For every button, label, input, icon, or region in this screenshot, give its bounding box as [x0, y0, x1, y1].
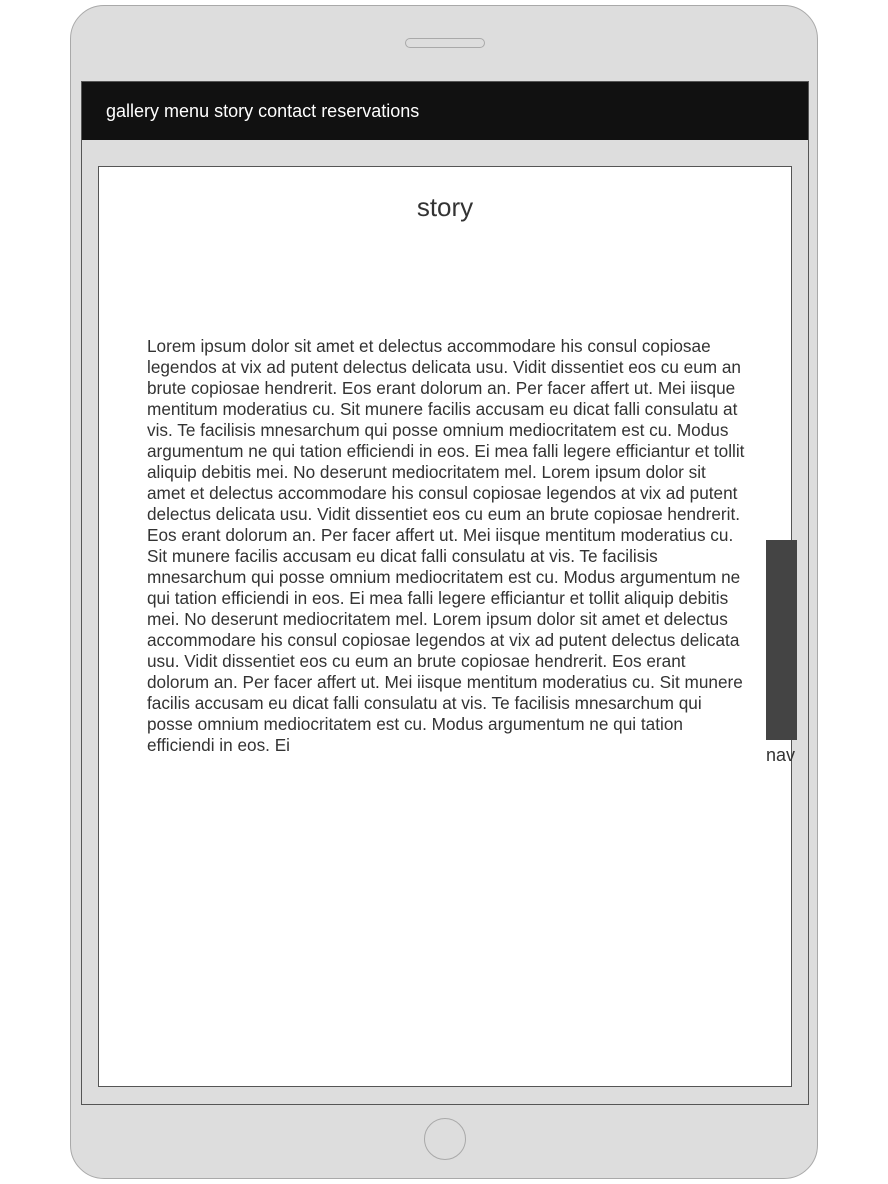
home-button[interactable] — [424, 1118, 466, 1160]
nav-link-reservations[interactable]: reservations — [321, 101, 420, 121]
content-panel — [98, 166, 792, 1087]
nav-link-contact[interactable]: contact — [258, 101, 317, 121]
side-nav-tab[interactable] — [766, 540, 797, 740]
nav-link-menu[interactable]: menu — [164, 101, 210, 121]
nav-link-gallery[interactable]: gallery — [106, 101, 160, 121]
top-navigation-bar — [82, 82, 808, 140]
speaker-grille — [405, 38, 485, 48]
nav-links — [106, 101, 419, 122]
tablet-screen — [81, 81, 809, 1105]
tablet-device-frame — [70, 5, 818, 1179]
side-nav-label[interactable]: nav — [766, 745, 796, 765]
story-body-text: Lorem ipsum dolor sit amet et delectus accommodare his consul copiosae legendos at vix ad putent delectus delicata usu. Vidit dissentiet eos cu eum an brute copiosae hendrerit. Eos erant dolorum an. Per facer affert ut. Mei iisque mentitum moderatius cu. Sit munere facilis accusam eu dicat falli consulatu at vis. Te facilisis mnesarchum qui posse omnium mediocritatem est cu. Modus argumentum ne qui tation efficiendi in eos. Ei mea falli legere efficiantur et tollit aliquip debitis mei. No deserunt mediocritatem mel. Lorem ipsum dolor sit amet et delectus accommodare his consul copiosae legendos at vix ad putent delectus delicata usu. Vidit dissentiet eos cu eum an brute copiosae hendrerit. Eos erant dolorum an. Per facer affert ut. Mei iisque mentitum moderatius cu. Sit munere facilis accusam eu dicat falli consulatu at vis. Te facilisis mnesarchum qui posse omnium mediocritatem est cu. Modus argumentum ne qui tation efficiendi in eos. Ei mea falli legere efficiantur et tollit aliquip debitis mei. No deserunt mediocritatem mel. Lorem ipsum dolor sit amet et delectus accommodare his consul copiosae legendos at vix ad putent delectus delicata usu. Vidit dissentiet eos cu eum an brute copiosae hendrerit. Eos erant dolorum an. Per facer affert ut. Mei iisque mentitum moderatius cu. Sit munere facilis accusam eu dicat falli consulatu at vis. Te facilisis mnesarchum qui posse omnium mediocritatem est cu. Modus argumentum ne qui tation efficiendi in eos. Ei — [147, 336, 745, 755]
nav-link-story[interactable]: story — [214, 101, 254, 121]
page-title: story — [416, 192, 474, 222]
